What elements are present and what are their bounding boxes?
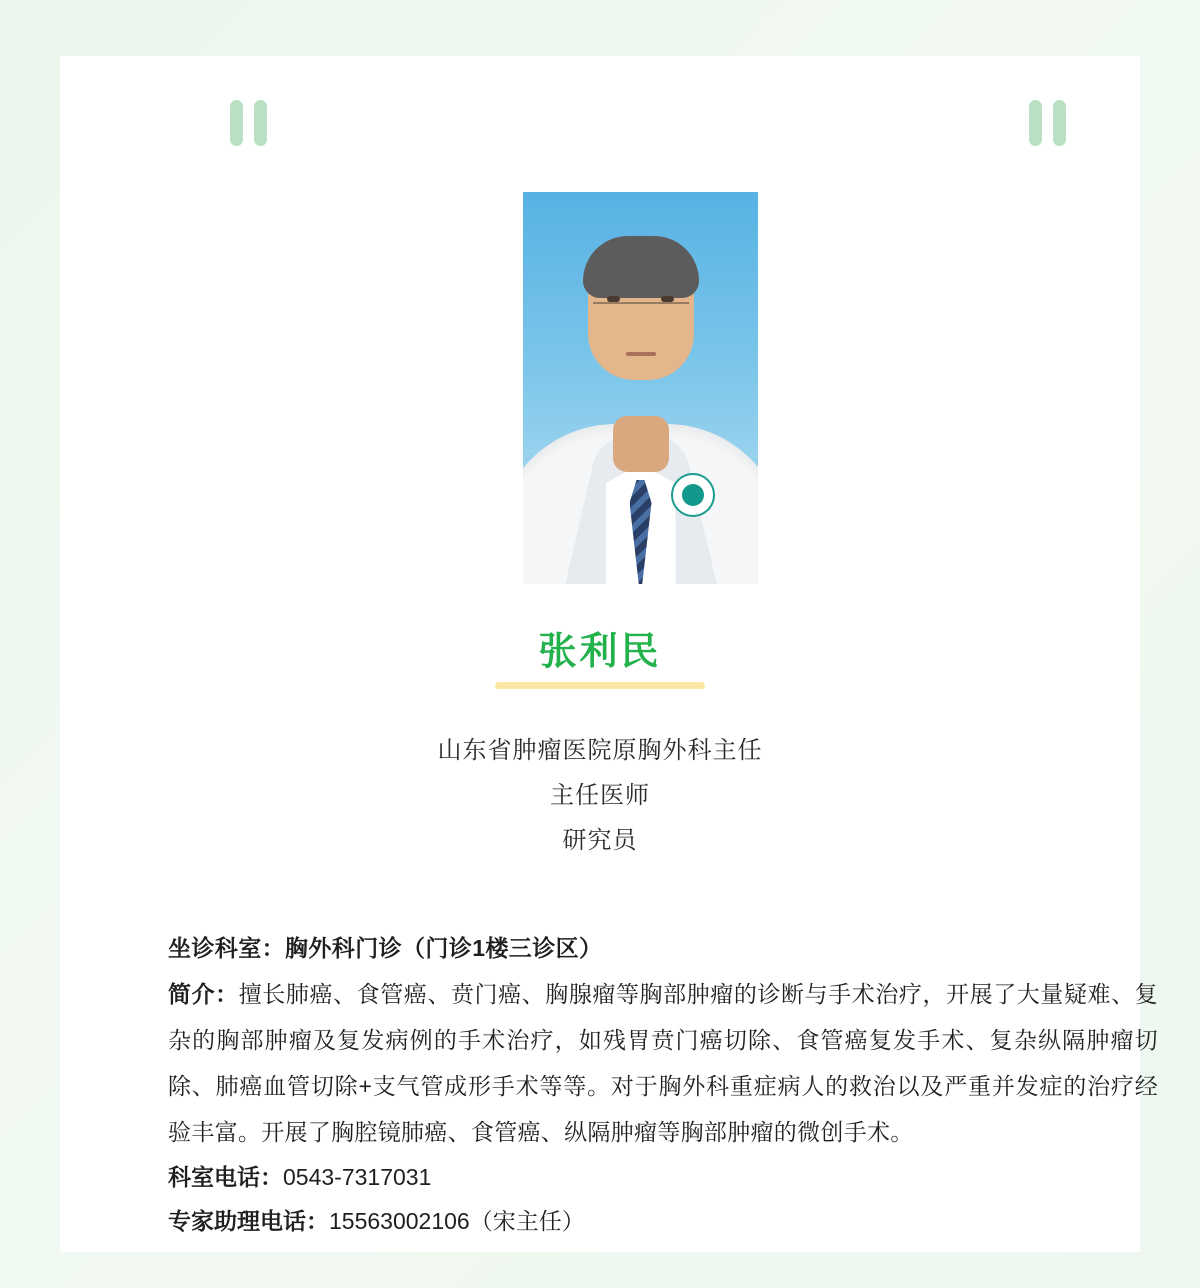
doctor-details <box>168 925 1158 1243</box>
eye-left-shape <box>607 296 620 302</box>
intro-row <box>168 971 1158 1155</box>
doctor-portrait <box>523 192 758 584</box>
doctor-name: 张利民 <box>538 631 662 673</box>
dept-phone-value: 0543-7317031 <box>283 1164 432 1190</box>
mouth-shape <box>626 352 656 356</box>
assistant-phone-row <box>168 1199 1158 1243</box>
intro-label: 简介： <box>168 981 239 1007</box>
hair-shape <box>583 236 699 298</box>
name-underline <box>495 682 705 689</box>
doctor-title-1: 山东省肿瘤医院原胸外科主任 <box>437 737 763 764</box>
clinic-row <box>168 925 1158 971</box>
doctor-title-2: 主任医师 <box>550 782 650 809</box>
clinic-value: 胸外科门诊（门诊1楼三诊区） <box>285 935 603 961</box>
eye-right-shape <box>661 296 674 302</box>
intro-text: 擅长肺癌、食管癌、贲门癌、胸腺瘤等胸部肿瘤的诊断与手术治疗，开展了大量疑难、复杂的胸部肿瘤及复发病例的手术治疗，如残胃贲门癌切除、食管癌复发手术、复杂纵隔肿瘤切除、肺癌血管切除+支气管成形手术等等。对于胸外科重症病人的救治以及严重并发症的治疗经验丰富。开展了胸腔镜肺癌、食管癌、纵隔肿瘤等胸部肿瘤的微创手术。 <box>168 981 1158 1145</box>
assistant-phone-label: 专家助理电话： <box>168 1208 329 1234</box>
glasses-icon <box>593 302 689 304</box>
dept-phone-label: 科室电话： <box>168 1164 283 1190</box>
neck-shape <box>613 416 669 472</box>
assistant-phone-value: 15563002106（宋主任） <box>329 1208 585 1234</box>
doctor-titles <box>60 728 1140 863</box>
clinic-label: 坐诊科室： <box>168 935 285 961</box>
quote-mark-left-icon <box>230 100 267 146</box>
quote-mark-right-icon <box>1029 100 1066 146</box>
content-card <box>60 56 1158 1252</box>
hospital-badge-icon <box>671 473 715 517</box>
doctor-title-3: 研究员 <box>562 827 638 854</box>
dept-phone-row <box>168 1155 1158 1199</box>
